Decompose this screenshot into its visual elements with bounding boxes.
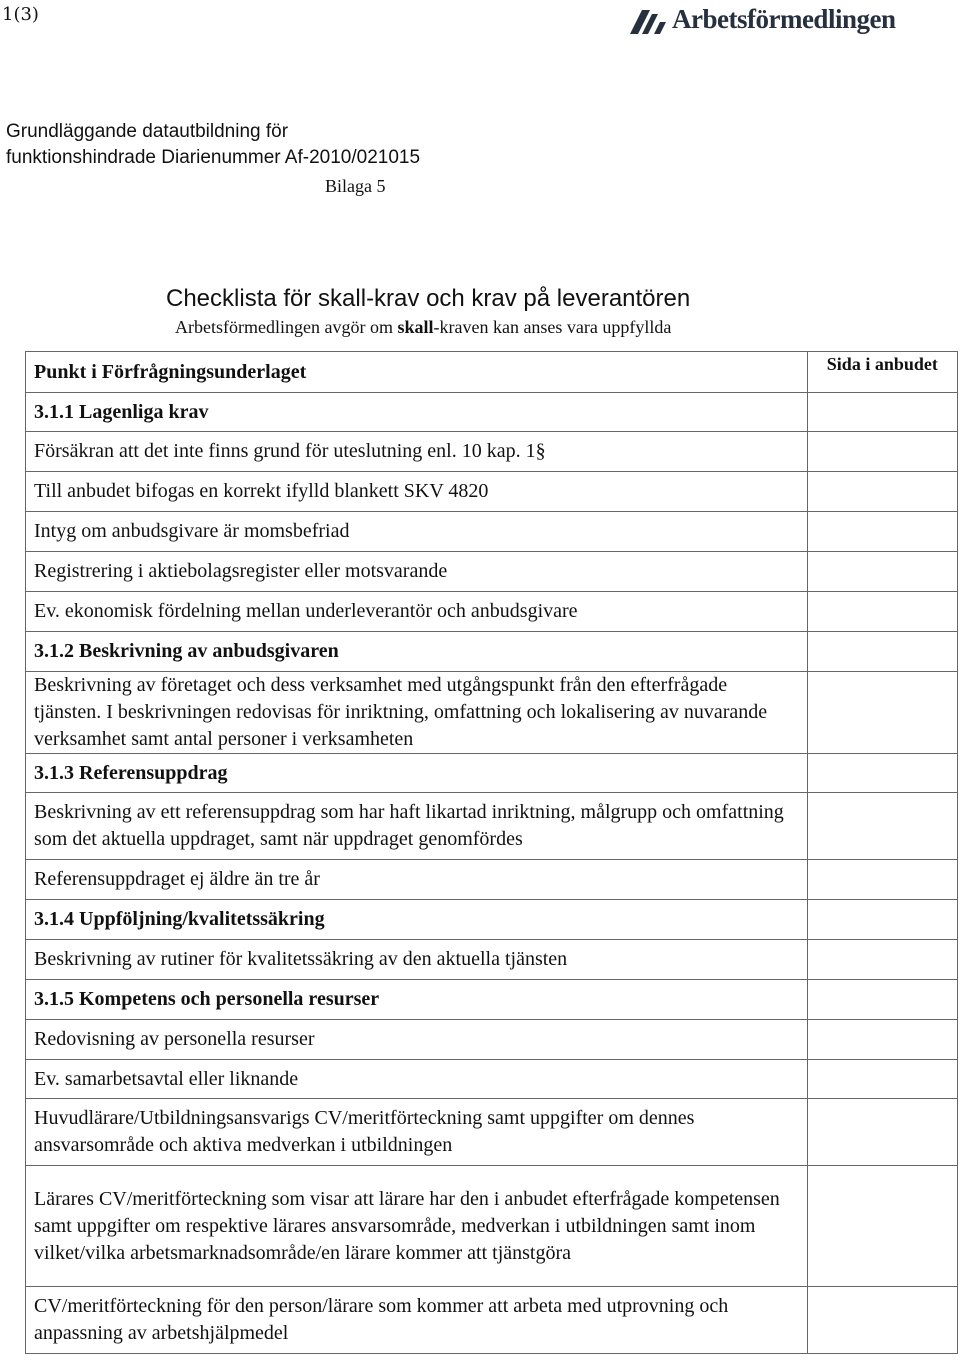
requirement-text: Beskrivning av ett referensuppdrag som har haft likartad inriktning, målgrupp och omfattning som det aktuella uppdraget, samt när uppdraget genomfördes <box>26 793 808 860</box>
requirement-text: CV/meritförteckning för den person/lärare som kommer att arbeta med utprovning och anpassning av arbetshjälpmedel <box>26 1287 808 1354</box>
requirement-text: Lärares CV/meritförteckning som visar att lärare har den i anbudet efterfrågade kompetensen samt uppgifter om respektive lärares ansvarsområde, medverkan i utbildningen samt inom vilket/vilka arbetsmarknadsområde/en lärare kommer att tjänstgöra <box>26 1166 808 1287</box>
section-heading: 3.1.1 Lagenliga krav <box>26 393 808 432</box>
page-reference-cell[interactable] <box>807 512 957 552</box>
page-reference-cell[interactable] <box>807 1099 957 1166</box>
page-reference-cell[interactable] <box>807 393 957 432</box>
page-reference-cell[interactable] <box>807 1060 957 1099</box>
table-row <box>26 793 958 860</box>
page-reference-cell[interactable] <box>807 754 957 793</box>
document-subtitle <box>175 317 671 338</box>
requirement-text: Beskrivning av rutiner för kvalitetssäkring av den aktuella tjänsten <box>26 940 808 980</box>
table-row <box>26 432 958 472</box>
subtitle-text-end: -kraven kan anses vara uppfyllda <box>433 317 672 337</box>
requirement-text: Registrering i aktiebolagsregister eller motsvarande <box>26 552 808 592</box>
bilaga-label: Bilaga 5 <box>325 176 386 196</box>
requirement-text: Beskrivning av företaget och dess verksamhet med utgångspunkt från den efterfrågade tjänsten. I beskrivningen redovisas för inriktning, omfattning och lokalisering av nuvarande verksamhet samt antal personer i verksamheten <box>26 672 808 754</box>
document-title: Checklista för skall-krav och krav på leverantören <box>166 285 691 312</box>
section-heading-row <box>26 980 958 1020</box>
requirement-text: Försäkran att det inte finns grund för uteslutning enl. 10 kap. 1§ <box>26 432 808 472</box>
table-row <box>26 552 958 592</box>
requirement-text: Referensuppdraget ej äldre än tre år <box>26 860 808 900</box>
table-row <box>26 1060 958 1099</box>
section-heading-row <box>26 632 958 672</box>
requirement-text: Till anbudet bifogas en korrekt ifylld blankett SKV 4820 <box>26 472 808 512</box>
section-heading: 3.1.2 Beskrivning av anbudsgivaren <box>26 632 808 672</box>
table-row <box>26 512 958 552</box>
section-heading: 3.1.5 Kompetens och personella resurser <box>26 980 808 1020</box>
logo-mark-icon <box>628 8 668 36</box>
page-reference-cell[interactable] <box>807 552 957 592</box>
table-row <box>26 1099 958 1166</box>
page-reference-cell[interactable] <box>807 940 957 980</box>
section-heading: 3.1.3 Referensuppdrag <box>26 754 808 793</box>
table-row <box>26 1287 958 1354</box>
table-row <box>26 472 958 512</box>
page-reference-cell[interactable] <box>807 432 957 472</box>
page-reference-cell[interactable] <box>807 472 957 512</box>
requirement-text: Intyg om anbudsgivare är momsbefriad <box>26 512 808 552</box>
checklist-table <box>25 351 958 1354</box>
requirement-text: Ev. samarbetsavtal eller liknande <box>26 1060 808 1099</box>
subtitle-text: Arbetsförmedlingen avgör om <box>175 317 398 337</box>
requirement-text: Huvudlärare/Utbildningsansvarigs CV/meritförteckning samt uppgifter om dennes ansvarsområde och aktiva medverkan i utbildningen <box>26 1099 808 1166</box>
table-row <box>26 1020 958 1060</box>
page-reference-cell[interactable] <box>807 980 957 1020</box>
page-reference-cell[interactable] <box>807 1287 957 1354</box>
section-heading-row <box>26 900 958 940</box>
subtitle-bold: skall <box>397 317 434 337</box>
table-header-row <box>26 352 958 393</box>
table-row <box>26 592 958 632</box>
page-reference-cell[interactable] <box>807 1020 957 1060</box>
column-header-sida: Sida i anbudet <box>807 352 957 393</box>
page-reference-cell[interactable] <box>807 632 957 672</box>
header-line-1: Grundläggande datautbildning för <box>6 121 289 142</box>
page-number: 1(3) <box>2 4 39 25</box>
section-heading: 3.1.4 Uppföljning/kvalitetssäkring <box>26 900 808 940</box>
requirement-text: Redovisning av personella resurser <box>26 1020 808 1060</box>
table-row <box>26 860 958 900</box>
column-header-punkt: Punkt i Förfrågningsunderlaget <box>26 352 808 393</box>
table-row <box>26 940 958 980</box>
header-line-2: funktionshindrade Diarienummer Af-2010/021015 <box>6 147 421 168</box>
requirement-text: Ev. ekonomisk fördelning mellan underleverantör och anbudsgivare <box>26 592 808 632</box>
section-heading-row <box>26 393 958 432</box>
page-reference-cell[interactable] <box>807 860 957 900</box>
page-reference-cell[interactable] <box>807 1166 957 1287</box>
page-reference-cell[interactable] <box>807 672 957 754</box>
table-row <box>26 1166 958 1287</box>
page-reference-cell[interactable] <box>807 900 957 940</box>
section-heading-row <box>26 754 958 793</box>
arbetsformedlingen-logo <box>628 2 952 48</box>
table-row <box>26 672 958 754</box>
logo-text: Arbetsförmedlingen <box>672 4 896 34</box>
page-reference-cell[interactable] <box>807 793 957 860</box>
page-reference-cell[interactable] <box>807 592 957 632</box>
